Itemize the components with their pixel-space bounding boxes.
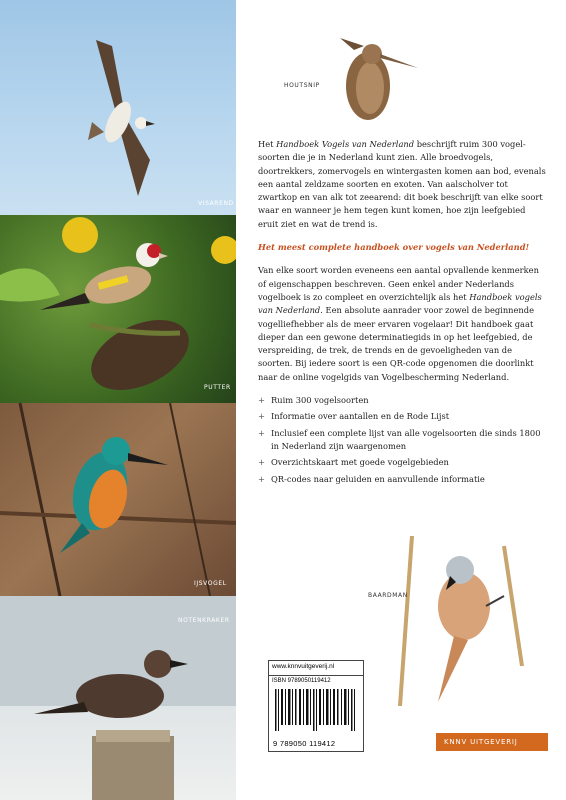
publisher-url: www.knnvuitgeverij.nl <box>269 661 363 676</box>
bearded-reedling-illustration <box>394 536 534 706</box>
photo-nutcracker <box>0 596 236 800</box>
book-title: Handboek Vogels van Nederland <box>276 139 415 149</box>
photo-goldfinch <box>0 215 236 403</box>
list-item: + Inclusief een complete lijst van alle vogelsoorten die sinds 1800 in Nederland zijn waargenomen <box>258 427 541 451</box>
bearded-reedling-caption: BAARDMAN <box>368 592 408 599</box>
publisher-logo: KNNV UITGEVERIJ <box>436 733 548 751</box>
description-text <box>258 138 548 489</box>
list-item: + Ruim 300 vogelsoorten <box>258 394 548 407</box>
list-item: + Informatie over aantallen en de Rode Lijst <box>258 410 548 423</box>
photo-caption: IJSVOGEL <box>194 580 227 587</box>
photo-caption: VISAREND <box>198 200 234 207</box>
isbn-barcode-box <box>268 660 364 752</box>
plus-icon: + <box>258 427 265 438</box>
plus-icon: + <box>258 395 265 406</box>
plus-icon: + <box>258 457 265 468</box>
intro-paragraph: Het Handboek Vogels van Nederland beschrijft ruim 300 vogel-soorten die je in Nederland kunt zien. Alle broedvogels, doortrekkers, zomervogels en wintergasten komen aan bod, evenals een aantal zeldzame soorten en exoten. Van aalscholver tot zwartkop en van alk tot zeearend: dit boek beschrijft van elke soort waar en wanneer je hem tegen kunt komen, hoe zijn leefgebied eruit ziet en wat de trend is. <box>258 139 546 229</box>
tagline: Het meest complete handboek over vogels van Nederland! <box>258 242 530 253</box>
photo-column <box>0 0 236 800</box>
photo-osprey <box>0 0 236 215</box>
list-item: + QR-codes naar geluiden en aanvullende informatie <box>258 473 548 486</box>
woodcock-caption: HOUTSNIP <box>284 82 320 89</box>
list-item: + Overzichtskaart met goede vogelgebieden <box>258 456 548 469</box>
photo-caption: PUTTER <box>204 384 231 391</box>
photo-kingfisher <box>0 403 236 596</box>
barcode-icon <box>275 689 357 731</box>
plus-icon: + <box>258 411 265 422</box>
plus-icon: + <box>258 473 265 484</box>
book-title: Handboek vogels van Nederland <box>258 291 542 316</box>
isbn-number: ISBN 9789050119412 <box>272 678 331 684</box>
photo-caption: NOTENKRAKER <box>178 617 230 624</box>
body-paragraph: Van elke soort worden eveneens een aantal opvallende kenmerken of eigenschappen beschreven. Geen enkel ander Nederlands vogelboek is zo compleet en overzichtelijk als het Handboek vogels van Nederland. Een absolute aanrader voor zowel de beginnende vogelliefhebber als de meer ervaren vogelaar! Dit handboek gaat dieper dan een gewone determinatiegids in op het leefgebied, de verspreiding, de trek, de trends en de gevoeligheden van de soorten. Bij iedere soort is een QR-code opgenomen die doorlinkt naar de online vogelgids van Vogelbescherming Nederland. <box>258 265 542 382</box>
isbn-digits: 9 789050 119412 <box>273 739 336 748</box>
feature-list <box>258 394 548 486</box>
woodcock-illustration <box>330 38 420 136</box>
